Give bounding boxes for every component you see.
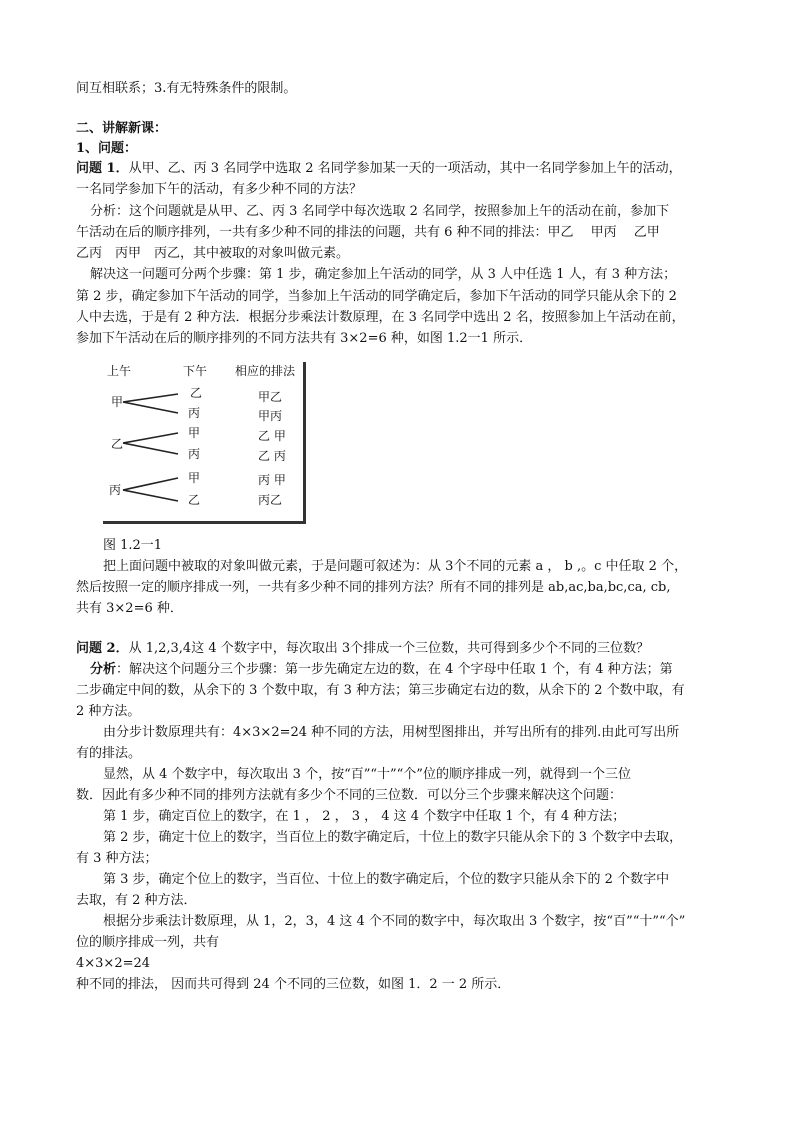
text-span: ：解决这个问题分三个步骤：第一步先确定左边的数，在 4 个字母中任取 1 个，有 4 种方法；第 (116, 662, 673, 677)
tree-root: 乙 (111, 437, 124, 451)
problem-1-label: 问题 1． (76, 161, 129, 176)
tree-leaf: 乙 (188, 493, 201, 507)
tree-root: 甲 (111, 395, 124, 409)
text-line: 共有 3×2=6 种． (76, 601, 183, 616)
analysis-label: 分析 (90, 662, 117, 677)
figure-border-bottom (103, 521, 306, 524)
text-line: 参加下午活动在后的顺序排列的不同方法共有 3×2=6 种，如图 1.2一1 所示． (76, 331, 533, 346)
text-line: 解决这一问题可分两个步骤：第 1 步，确定参加上午活动的同学，从 3 人中任选 1 人，有 3 种方法； (90, 267, 677, 282)
tree-diagram-figure (103, 358, 306, 524)
text-line: 二步确定中间的数，从余下的 3 个数中取，有 3 种方法；第三步确定右边的数，从余下的 2 个数中取，有 (76, 683, 685, 698)
result-item: 丙乙 (258, 493, 283, 507)
text-line: 数．因此有多少种不同的排列方法就有多少个不同的三位数．可以分三个步骤来解决这个问题： (76, 788, 623, 803)
tree-leaf: 乙 (190, 386, 203, 400)
text-line: 由分步计数原理共有：4×3×2=24 种不同的方法，用树型图排出，并写出所有的排列.由此可写出所 (103, 725, 680, 740)
text-line: 2 种方法。 (76, 704, 141, 719)
text-line: 显然，从 4 个数字中，每次取出 3 个，按“百”“十”“个”位的顺序排成一列，就得到一个三位 (103, 767, 631, 782)
column-header-am: 上午 (107, 364, 132, 378)
text-span: 从甲、乙、丙 3 名同学中选取 2 名同学参加某一天的一项活动，其中一名同学参加上午的活动， (128, 161, 682, 176)
text-line: 一名同学参加下午的活动，有多少种不同的方法？ (76, 182, 363, 197)
text-line: 去取，有 2 种方法． (76, 893, 197, 908)
problem-1-line (76, 161, 682, 177)
column-header-pm: 下午 (183, 364, 208, 378)
text-line: 把上面问题中被取的对象叫做元素，于是问题可叙述为：从 3个不同的元素 a ， b ,。c 中任取 2 个， (103, 559, 688, 574)
text-span: 从 1,2,3,4这 4 个数字中，每次取出 3个排成一个三位数，共可得到多少个不同的三位数？ (128, 641, 650, 656)
text-line: 第 3 步，确定个位上的数字，当百位、十位上的数字确定后，个位的数字只能从余下的 2 个数字中 (103, 872, 670, 887)
problem-2-label: 问题 2． (76, 641, 129, 656)
figure-border-right (303, 362, 306, 524)
tree-root: 丙 (109, 483, 122, 497)
text-line: 乙丙 丙甲 丙乙，其中被取的对象叫做元素。 (76, 246, 350, 261)
column-header-result: 相应的排法 (235, 364, 296, 378)
tree-leaf: 甲 (188, 426, 201, 440)
result-item: 乙 丙 (258, 449, 286, 463)
tree-leaf: 丙 (188, 447, 201, 461)
text-line: 第 1 步，确定百位上的数字，在 1 ， 2 ， 3 ， 4 这 4 个数字中任取 1 个，有 4 种方法； (103, 809, 626, 824)
text-line: 有 3 种方法； (76, 851, 158, 866)
text-line: 午活动在后的顺序排列，一共有多少种不同的排法的问题，共有 6 种不同的排法：甲乙 甲丙 乙甲 (76, 225, 660, 240)
text-line: 第 2 步，确定十位上的数字，当百位上的数字确定后，十位上的数字只能从余下的 3 个数字中去取， (103, 830, 683, 845)
text-line: 第 2 步，确定参加下午活动的同学，当参加上午活动的同学确定后，参加下午活动的同学只能从余下的 2 (76, 289, 677, 304)
text-line (90, 662, 673, 678)
problem-2-line (76, 641, 649, 657)
result-item: 丙 甲 (258, 473, 286, 487)
text-line: 有的排法。 (76, 746, 142, 761)
text-line: 间互相联系；3.有无特殊条件的限制。 (76, 81, 297, 96)
text-line: 种不同的排法， 因而共可得到 24 个不同的三位数，如图 1．2 一 2 所示． (76, 977, 511, 992)
section-heading: 二、讲解新课： (76, 121, 168, 136)
text-line: 根据分步乘法计数原理，从 1，2，3，4 这 4 个不同的数字中，每次取出 3 个数字，按“百”“十”“个” (103, 914, 686, 929)
tree-leaf: 甲 (188, 471, 201, 485)
text-line: 然后按照一定的顺序排成一列，一共有多少种不同的排列方法？所有不同的排列是 ab,ac,ba,bc,ca, cb, (76, 580, 671, 595)
figure-caption: 图 1.2一1 (103, 538, 163, 553)
text-line: 人中去选，于是有 2 种方法．根据分步乘法计数原理，在 3 名同学中选出 2 名，按照参加上午活动在前， (76, 310, 685, 325)
formula-line: 4×3×2=24 (76, 956, 151, 971)
result-item: 乙 甲 (258, 429, 286, 443)
result-item: 甲丙 (258, 409, 283, 423)
subsection-heading: 1、问题： (76, 141, 138, 156)
tree-leaf: 丙 (188, 406, 201, 420)
text-line: 位的顺序排成一列，共有 (76, 935, 220, 950)
text-line: 分析：这个问题就是从甲、乙、丙 3 名同学中每次选取 2 名同学，按照参加上午的活动在前，参加下 (90, 204, 670, 219)
result-item: 甲乙 (258, 390, 283, 404)
